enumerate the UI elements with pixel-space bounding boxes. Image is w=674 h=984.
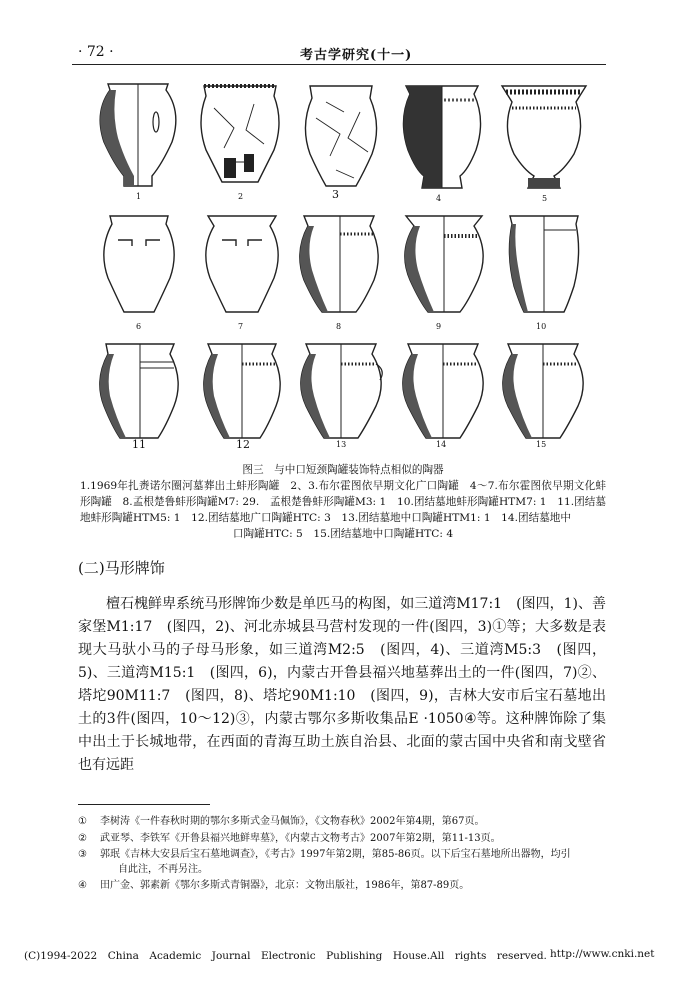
vessel-number: 6 <box>136 322 142 331</box>
footnote-number: ④ <box>78 880 87 891</box>
vessel-number: 15 <box>536 440 547 449</box>
vessel-drawing-12 <box>198 340 286 444</box>
caption-body: 1.1969年扎赉诺尔圈河墓葬出土蚌形陶罐 2、3.布尔霍图依早期文化广口陶罐 4～7.布尔霍图依早期文化蚌形陶罐 8.孟根楚鲁蚌形陶罐M7: 29. 孟根楚鲁蚌形陶罐M3: 1 10.团结墓地蚌形陶罐HTM7: 1 11.团结墓地蚌形陶罐HTM5: 1 12.团结墓地广口陶罐HTC: 3 13.团结墓地中口陶罐HTM1: 1 14.团结墓地中 <box>80 480 606 524</box>
vessel-number: 8 <box>336 322 342 331</box>
vessel-number: 4 <box>436 194 442 203</box>
vessel-number: 9 <box>436 322 442 331</box>
footnote-number: ① <box>78 816 87 827</box>
footnote-text: 田广金、郭素新《鄂尔多斯式青铜器》，北京：文物出版社，1986年，第87-89页。 <box>100 880 470 891</box>
vessel-number: 11 <box>132 438 146 451</box>
footnote <box>78 848 606 877</box>
vessel-drawing-13 <box>294 340 388 444</box>
header-rule <box>72 64 606 65</box>
vessel-number: 14 <box>436 440 447 449</box>
vessel-drawing-2 <box>194 78 286 190</box>
vessel-drawing-3 <box>296 78 386 190</box>
vessel-drawing-11 <box>94 340 184 444</box>
vessel-number: 3 <box>332 188 339 201</box>
footer-url[interactable]: http://www.cnki.net <box>550 948 655 960</box>
vessel-drawing-4 <box>396 80 488 192</box>
vessel-number: 2 <box>238 192 244 201</box>
page-number: · 72 · <box>78 44 114 60</box>
footnote-text: 李树涛《一件春秋时期的鄂尔多斯式金马佩饰》，《文物春秋》2002年第4期，第67页。 <box>100 816 485 827</box>
vessel-drawing-7 <box>200 210 284 318</box>
journal-title: 考古学研究(十一) <box>300 48 413 63</box>
caption-title: 图三 与中口短颈陶罐装饰特点相似的陶器 <box>242 464 444 476</box>
vessel-number: 10 <box>536 322 547 331</box>
body-paragraph: 檀石槐鲜卑系统马形牌饰少数是单匹马的构图，如三道湾M17:1 (图四，1)、善家堡M1:17 (图四，2)、河北赤城县马营村发现的一件(图四，3)①等；大多数是表现大马驮小马的子母马形象，如三道湾M2:5 (图四，4)、三道湾M5:3 (图四，5)、三道湾M15:1 (图四，6)，内蒙古开鲁县福兴地墓葬出土的一件(图四，7)②、塔坨90M11:7 (图四，8)、塔坨90M1:10 (图四，9)，吉林大安市后宝石墓地出土的3件(图四，10～12)③，内蒙古鄂尔多斯收集品E ·1050④等。这种牌饰除了集中出土于长城地带，在西面的青海互助土族自治县、北面的蒙古国中央省和南戈壁省也有远距 <box>78 596 606 773</box>
footnote-continuation: 自此注，不再另注。 <box>118 863 208 875</box>
figure-plate <box>84 74 590 458</box>
vessel-drawing-9 <box>398 210 490 318</box>
figure-caption <box>80 462 606 542</box>
footnote-number: ② <box>78 832 87 844</box>
vessel-number: 7 <box>238 322 244 331</box>
footnotes <box>78 815 606 896</box>
vessel-drawing-1 <box>90 78 186 190</box>
vessel-drawing-10 <box>504 210 584 318</box>
vessel-number: 5 <box>542 194 548 203</box>
vessel-number: 1 <box>136 192 142 201</box>
vessel-number: 12 <box>236 438 250 451</box>
section-heading: (二)马形牌饰 <box>78 559 165 577</box>
vessel-number: 13 <box>336 440 347 449</box>
vessel-drawing-14 <box>396 340 490 444</box>
caption-body-end: 口陶罐HTC: 5 15.团结墓地中口陶罐HTC: 4 <box>232 528 454 540</box>
footnote <box>78 832 606 847</box>
footnote-text: 郭珉《吉林大安县后宝石墓地调查》，《考古》1997年第2期，第85-86页。以下后宝石墓地所出器物，均引 <box>100 849 571 860</box>
footnote <box>78 815 606 830</box>
footnote-number: ③ <box>78 849 87 860</box>
vessel-drawing-15 <box>496 340 590 444</box>
footnote <box>78 879 606 894</box>
vessel-drawing-5 <box>498 78 590 194</box>
copyright-notice: (C)1994-2022 China Academic Journal Electronic Publishing House.All rights reserved. <box>24 950 547 962</box>
vessel-drawing-6 <box>96 210 182 318</box>
vessel-drawing-8 <box>294 210 384 318</box>
footnote-rule <box>78 804 210 805</box>
footnote-text: 武亚琴、李铁军《开鲁县福兴地鲜卑墓》，《内蒙古文物考古》2007年第2期，第11-13页。 <box>100 832 501 844</box>
